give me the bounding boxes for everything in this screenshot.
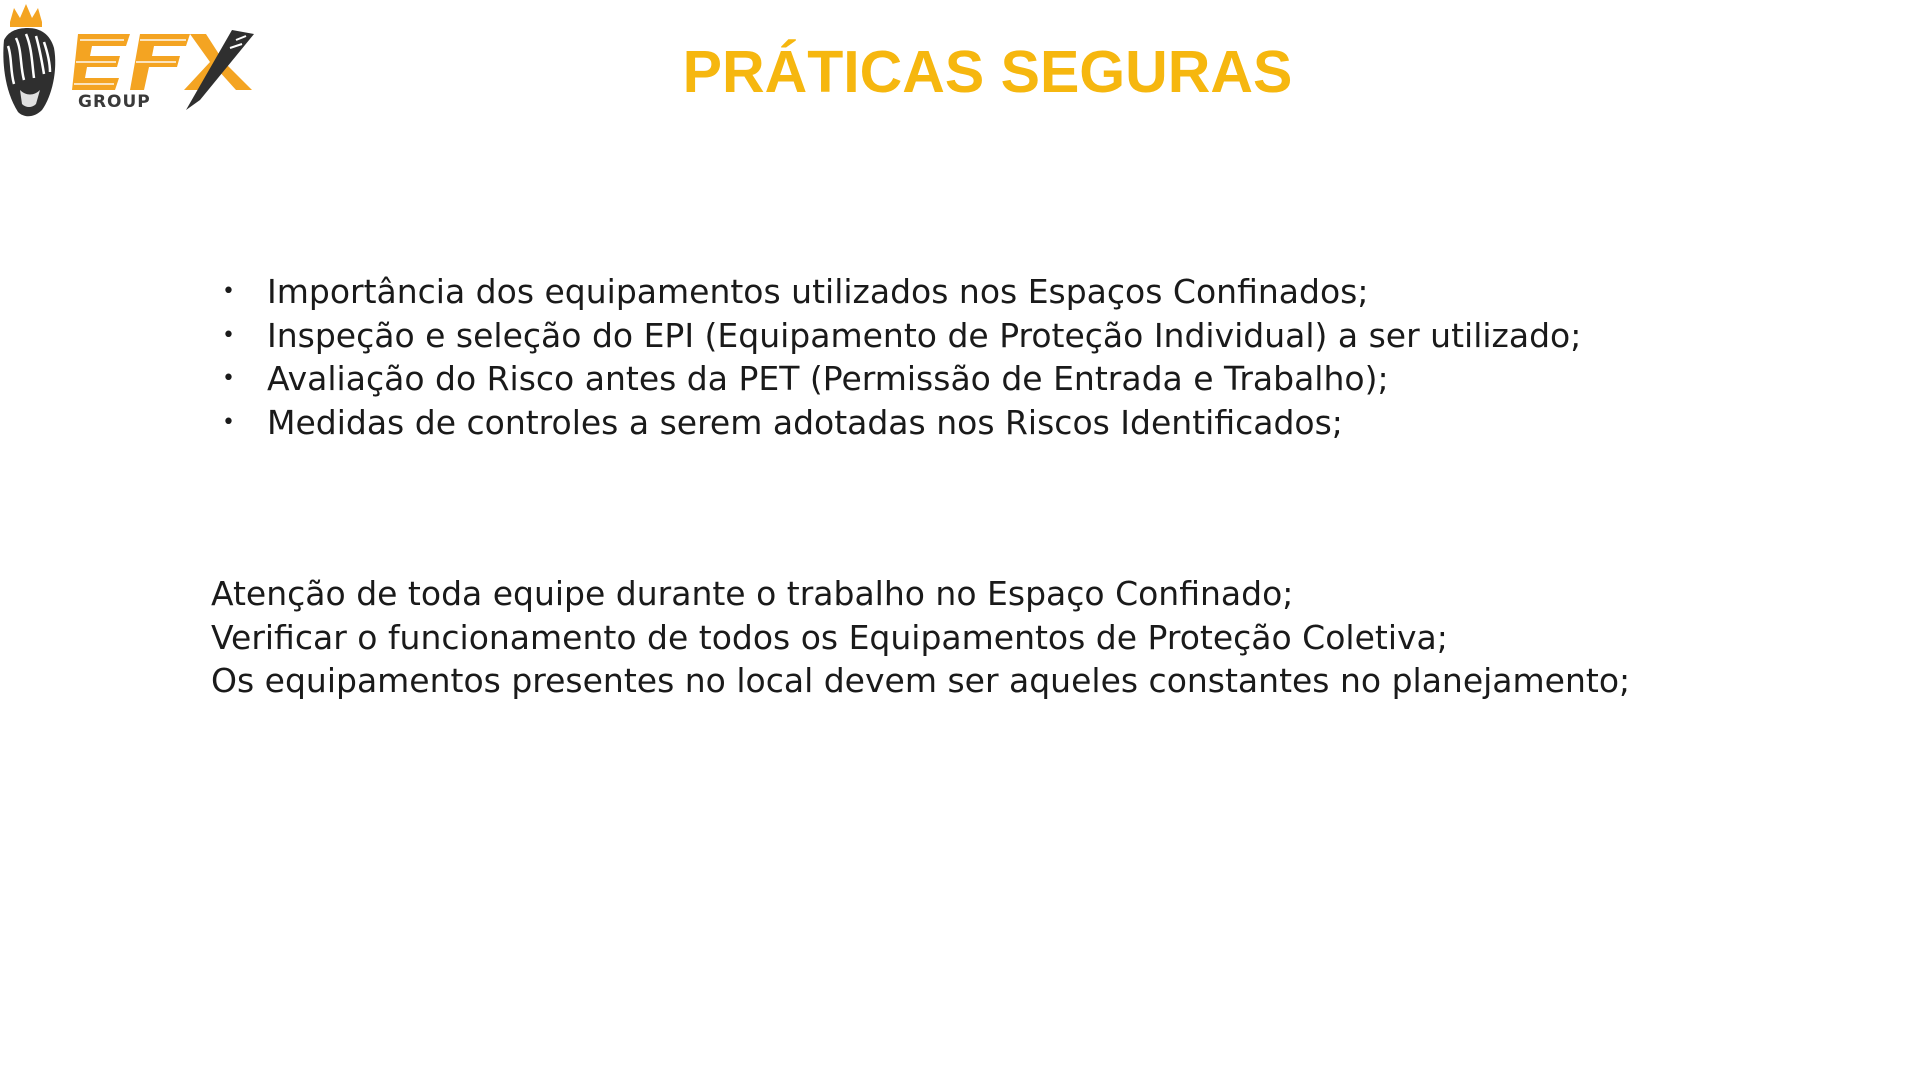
- list-item-text: Medidas de controles a serem adotadas nos Riscos Identificados;: [267, 402, 1343, 442]
- list-item-text: Avaliação do Risco antes da PET (Permissão de Entrada e Trabalho);: [267, 359, 1389, 398]
- bullet-icon: •: [222, 279, 235, 304]
- notes-block: [211, 572, 1630, 703]
- note-line: Atenção de toda equipe durante o trabalho no Espaço Confinado;: [211, 574, 1294, 613]
- list-item: [220, 314, 1581, 358]
- note-line: Verificar o funcionamento de todos os Equipamentos de Proteção Coletiva;: [211, 617, 1448, 657]
- bullet-list: [220, 270, 1581, 444]
- logo-group-text: GROUP: [78, 92, 151, 112]
- list-item-text: Importância dos equipamentos utilizados nos Espaços Confinados;: [267, 272, 1369, 311]
- list-item: [220, 357, 1581, 401]
- bullet-icon: •: [222, 322, 235, 348]
- list-item-text: Inspeção e seleção do EPI (Equipamento de Proteção Individual) a ser utilizado;: [267, 315, 1582, 355]
- note-line: Os equipamentos presentes no local devem ser aqueles constantes no planejamento;: [211, 661, 1631, 700]
- page-title: PRÁTICAS SEGURAS: [682, 39, 1293, 105]
- bullet-icon: •: [222, 409, 235, 435]
- bullet-icon: •: [222, 366, 235, 391]
- list-item: [220, 401, 1581, 445]
- list-item: [220, 270, 1581, 314]
